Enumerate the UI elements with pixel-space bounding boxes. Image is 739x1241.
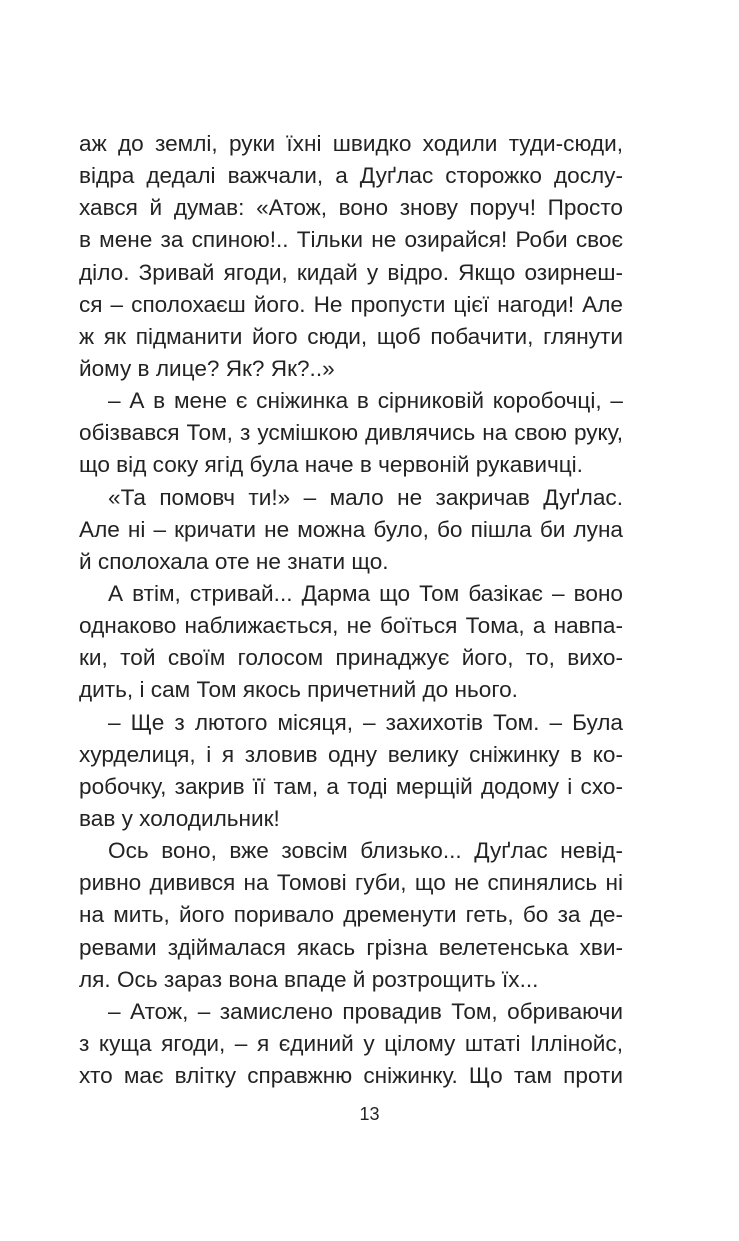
text-line: робочку, закрив її там, а тоді мерщій додому і схо- xyxy=(79,773,623,799)
text-line: ривно дивився на Томові губи, що не спинялись ні xyxy=(79,870,623,896)
text-line: Ось воно, вже зовсім близько... Дуґлас невід- xyxy=(108,838,623,864)
text-line: вав у холодильник! xyxy=(79,805,280,831)
text-line: – А в мене є сніжинка в сірниковій коробочці, – xyxy=(108,388,623,414)
text-line: ревами здіймалася якась грізна велетенська хви- xyxy=(79,934,623,960)
text-line: – Атож, – замислено провадив Том, обриваючи xyxy=(108,998,623,1024)
text-line: однаково наближається, не боїться Тома, а навпа- xyxy=(79,613,623,639)
text-line: – Ще з лютого місяця, – захихотів Том. – Була xyxy=(108,709,623,735)
text-line: й сполохала оте не знати що. xyxy=(79,548,389,574)
text-line: «Та помовч ти!» – мало не закричав Дуґлас. xyxy=(108,484,623,510)
text-line: відра дедалі важчали, а Дуґлас сторожко дослу- xyxy=(79,163,623,189)
text-line: ся – сполохаєш його. Не пропусти цієї нагоди! Але xyxy=(79,291,623,317)
text-line: обізвався Том, з усмішкою дивлячись на свою руку, xyxy=(79,420,623,446)
text-line: хався й думав: «Атож, воно знову поруч! Просто xyxy=(79,195,623,221)
text-line: діло. Зривай ягоди, кидай у відро. Якщо озирнеш- xyxy=(79,259,623,285)
text-line: на мить, його поривало дременути геть, бо за де- xyxy=(79,902,623,928)
page-number: 13 xyxy=(359,1104,380,1124)
text-line: ля. Ось зараз вона впаде й розтрощить їх... xyxy=(79,966,539,992)
text-line: йому в лице? Як? Як?..» xyxy=(79,355,335,381)
text-line: в мене за спиною!.. Тільки не озирайся! Роби своє xyxy=(79,227,623,253)
text-line: ж як підманити його сюди, щоб побачити, глянути xyxy=(79,323,623,349)
text-line: хто має влітку справжню сніжинку. Що там проти xyxy=(79,1063,623,1089)
text-line: А втім, стривай... Дарма що Том базікає – воно xyxy=(108,580,623,606)
text-line: аж до землі, руки їхні швидко ходили туди-сюди, xyxy=(79,131,623,156)
text-line: Але ні – кричати не можна було, бо пішла би луна xyxy=(79,516,623,542)
text-line: хурделиця, і я зловив одну велику сніжинку в ко- xyxy=(79,741,623,767)
text-line: дить, і сам Том якось причетний до нього. xyxy=(79,677,518,703)
text-line: ки, той своїм голосом принаджує його, то, вихо- xyxy=(79,645,623,671)
body-text xyxy=(79,128,623,1092)
text-line: що від соку ягід була наче в червоній рукавичці. xyxy=(79,452,583,478)
text-line: з куща ягоди, – я єдиний у цілому штаті Іллінойс, xyxy=(79,1030,623,1056)
